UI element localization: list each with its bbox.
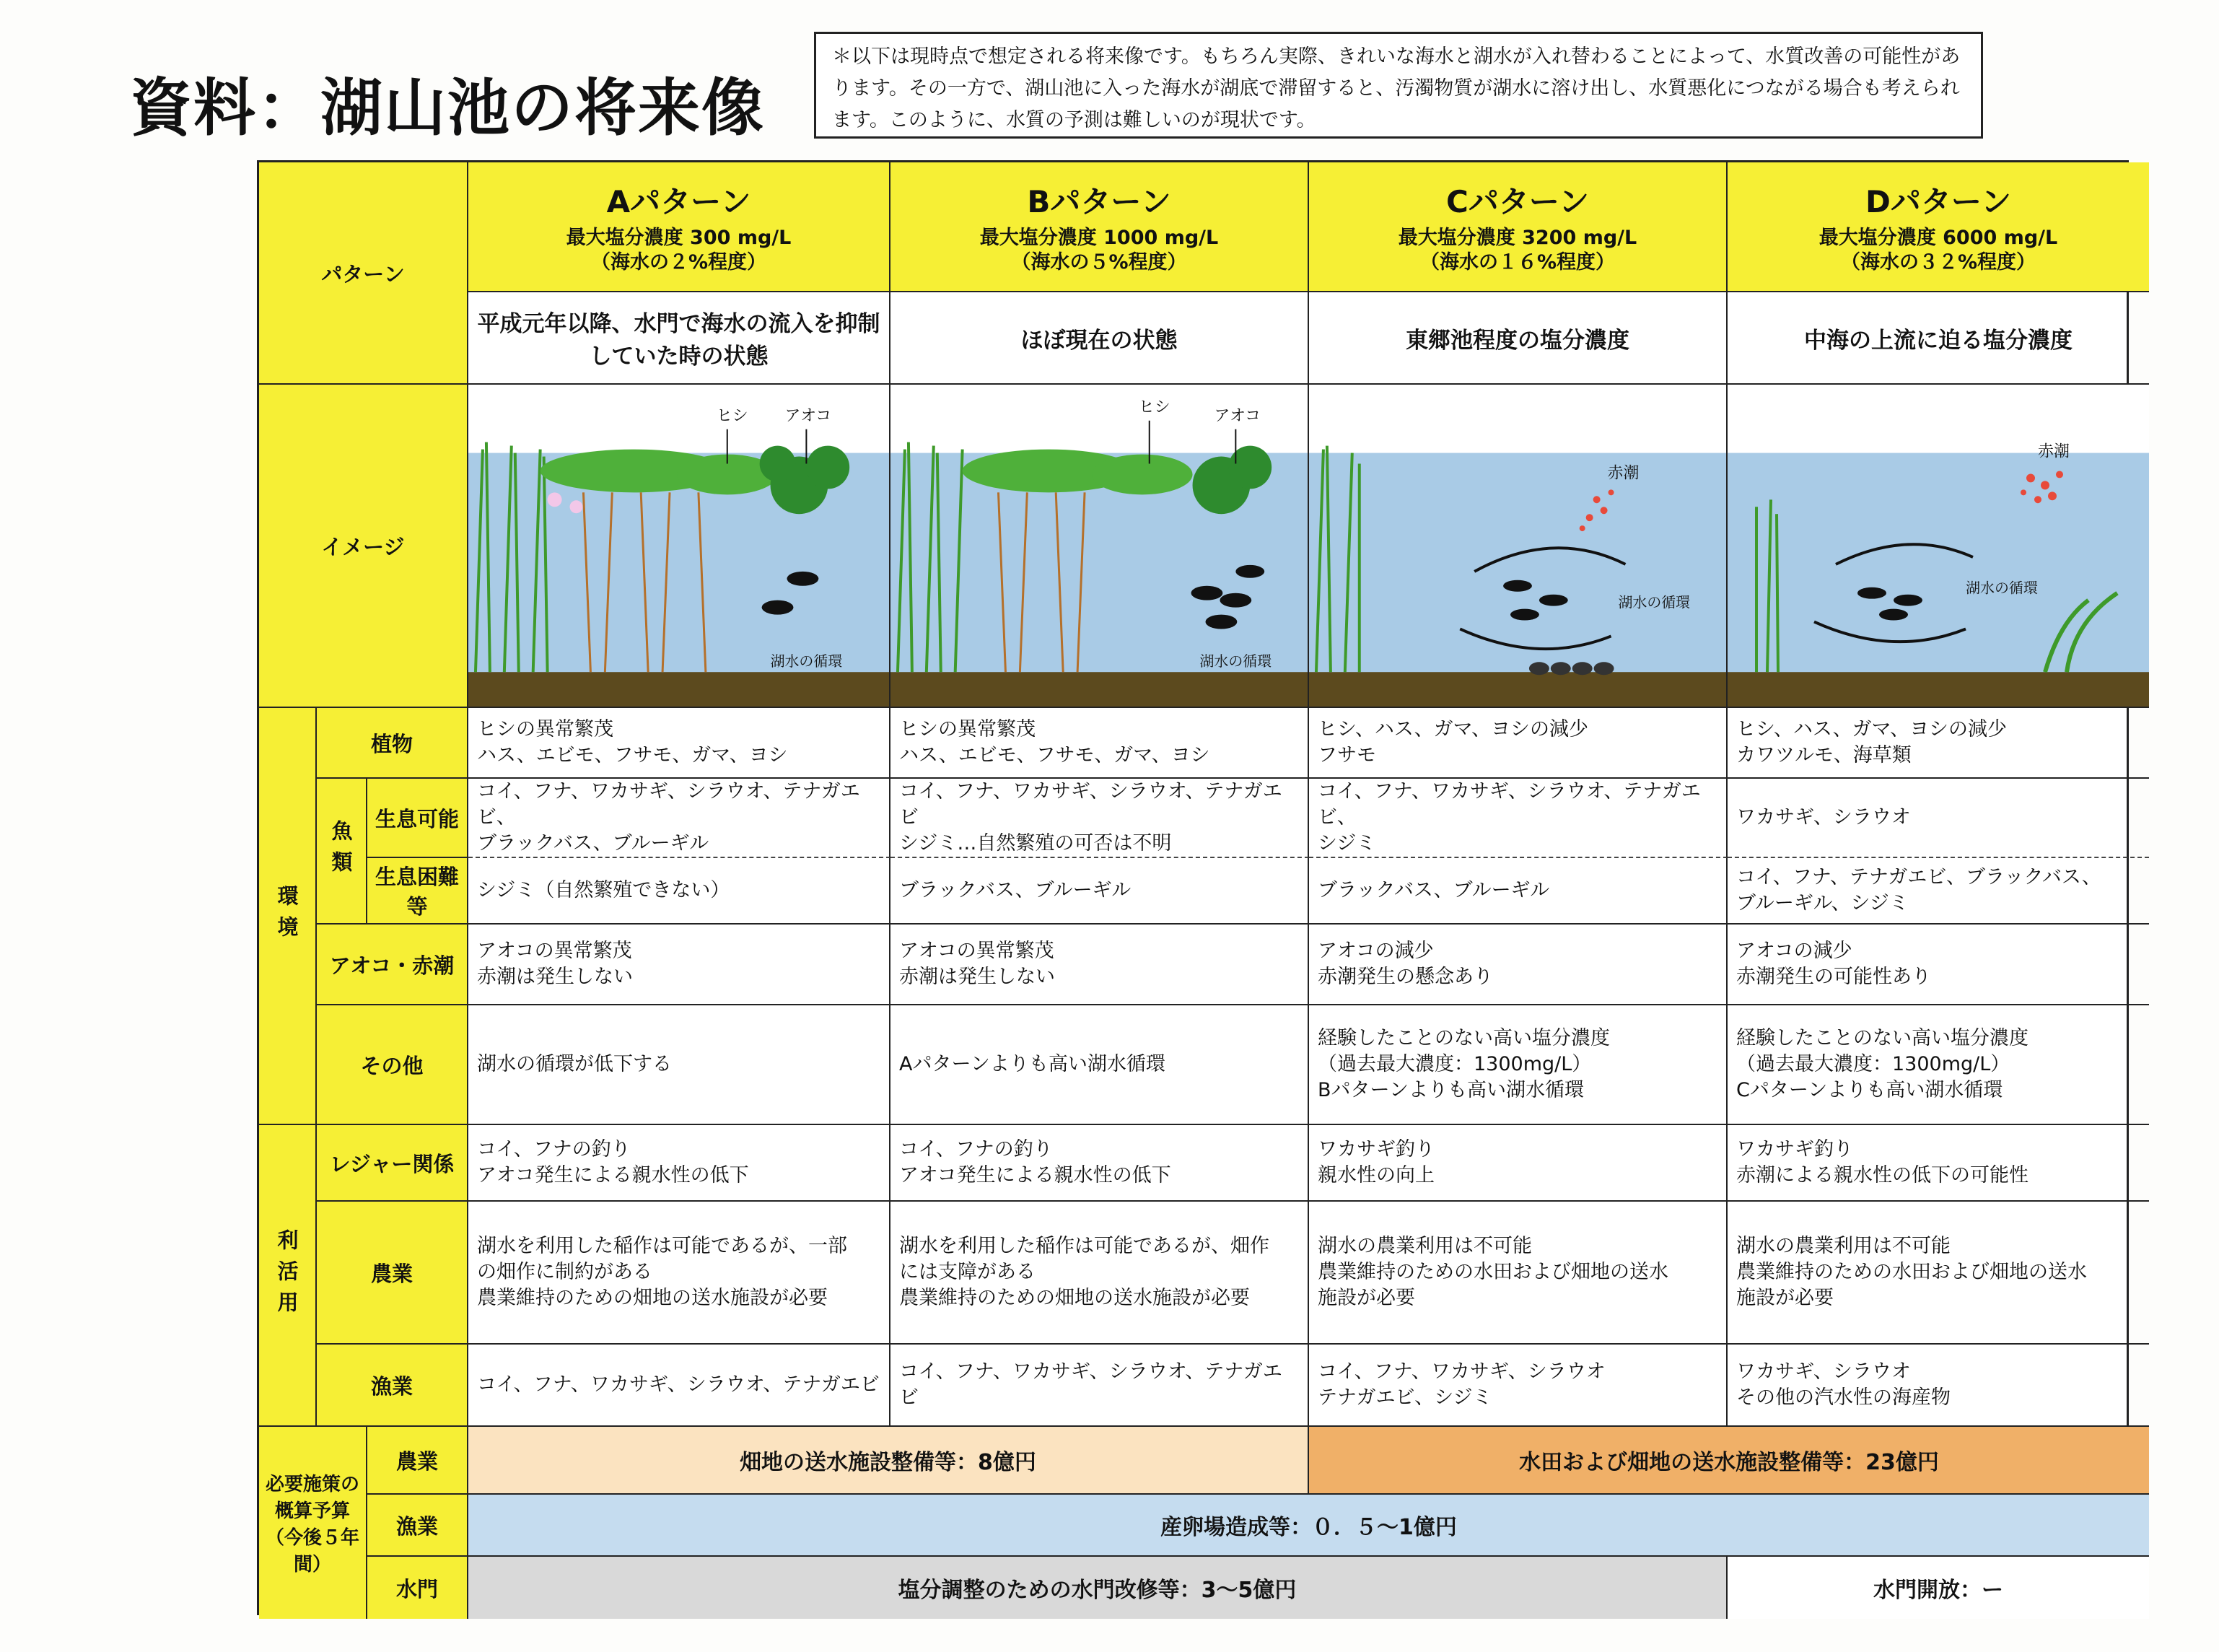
row-label-budget-gate: 水門 — [367, 1557, 468, 1619]
cell-line: シジミ…自然繁殖の可否は不明 — [899, 832, 1172, 855]
leisure-cell-d — [1728, 1125, 2149, 1202]
cell-line: ワカサギ釣り — [1736, 1138, 1853, 1161]
lake-illustration-c — [1309, 385, 1728, 708]
leisure-cell-a — [468, 1125, 890, 1202]
aoko-cell-b — [890, 925, 1309, 1005]
other-cell-c — [1309, 1005, 1728, 1125]
row-label-image: イメージ — [259, 385, 468, 708]
cell-line: ヒシ、ハス、ガマ、ヨシの減少 — [1318, 718, 1589, 740]
row-label-aoko: アオコ・赤潮 — [317, 925, 468, 1005]
cell-line: 赤潮は発生しない — [477, 966, 633, 988]
row-label-fish: 魚類 — [317, 779, 367, 925]
aoko-label: アオコ — [1214, 406, 1261, 425]
cell-line: 湖水の農業利用は不可能 — [1736, 1235, 1951, 1257]
budget-agri-ab: 畑地の送水施設整備等：8億円 — [468, 1427, 1309, 1495]
akashio-label: 赤潮 — [1607, 464, 1640, 483]
difficult-cell-c — [1309, 858, 1728, 925]
pattern-conc: 最大塩分濃度 1000 mg/L — [979, 227, 1219, 249]
circulation-label: 湖水の循環 — [1618, 594, 1691, 611]
cell-line: 農業維持のための畑地の送水施設が必要 — [899, 1287, 1250, 1309]
lake-illustration-b — [890, 385, 1309, 708]
cell-line: ブルーギル、シジミ — [1736, 892, 1909, 914]
cell-line: コイ、フナ、ワカサギ、シラウオ、テナガエビ — [477, 1373, 880, 1396]
pattern-ratio: （海水の５%程度） — [1011, 251, 1187, 274]
cell-line: コイ、フナ、ワカサギ、シラウオ — [1318, 1360, 1606, 1383]
cell-line: の畑作に制約がある — [477, 1261, 652, 1283]
cell-line: コイ、フナ、ワカサギ、シラウオ、テナガエビ — [899, 1360, 1282, 1409]
leisure-cell-b — [890, 1125, 1309, 1202]
habitable-cell-c — [1309, 779, 1728, 858]
hishi-label: ヒシ — [1138, 398, 1170, 416]
pattern-name: Cパターン — [1446, 184, 1589, 219]
cell-line: 経験したことのない高い塩分濃度 — [1736, 1027, 2028, 1049]
row-label-use: 利活用 — [259, 1125, 317, 1427]
habitable-cell-a — [468, 779, 890, 858]
cell-line: コイ、フナ、ワカサギ、シラウオ、テナガエビ、 — [477, 780, 860, 829]
circulation-label: 湖水の循環 — [1199, 653, 1272, 670]
row-label-leisure: レジャー関係 — [317, 1125, 468, 1202]
cell-line: 湖水の農業利用は不可能 — [1318, 1235, 1532, 1257]
cell-line: ハス、エビモ、フサモ、ガマ、ヨシ — [477, 744, 788, 766]
other-cell-a — [468, 1005, 890, 1125]
pattern-header-b — [890, 162, 1309, 292]
cell-line: 赤潮による親水性の低下の可能性 — [1736, 1164, 2028, 1186]
pattern-ratio: （海水の２%程度） — [590, 251, 767, 274]
cell-line: カワツルモ、海草類 — [1736, 744, 1912, 766]
plant-cell-a — [468, 708, 890, 779]
cell-line: ワカサギ、シラウオ — [1736, 806, 1911, 829]
comparison-table — [257, 160, 2129, 1615]
cell-line: ワカサギ、シラウオ — [1736, 1360, 1911, 1383]
cell-line: コイ、フナ、ワカサギ、シラウオ、テナガエビ、 — [1318, 780, 1701, 829]
cell-line: ヒシ、ハス、ガマ、ヨシの減少 — [1736, 718, 2008, 740]
pattern-name: Aパターン — [606, 184, 751, 219]
fishery-cell-c — [1309, 1345, 1728, 1427]
fishery-cell-d — [1728, 1345, 2149, 1427]
cell-line: ヒシの異常繁茂 — [477, 718, 613, 740]
pattern-ratio: （海水の１６%程度） — [1419, 251, 1616, 274]
cell-line: アオコの異常繁茂 — [899, 940, 1054, 962]
cell-line: 赤潮発生の懸念あり — [1318, 966, 1493, 988]
cell-line: （過去最大濃度：1300mg/L） — [1736, 1053, 2010, 1075]
row-label-budget: 必要施策の概算予算（今後５年間） — [259, 1427, 367, 1619]
plant-cell-d — [1728, 708, 2149, 779]
agri-cell-d — [1728, 1202, 2149, 1345]
leisure-cell-c — [1309, 1125, 1728, 1202]
difficult-cell-b — [890, 858, 1309, 925]
pattern-header-c — [1309, 162, 1728, 292]
lake-illustration-d — [1728, 385, 2149, 708]
habitable-cell-d — [1728, 779, 2149, 858]
difficult-cell-d — [1728, 858, 2149, 925]
fishery-cell-b — [890, 1345, 1309, 1427]
cell-line: コイ、フナの釣り — [899, 1138, 1053, 1161]
cell-line: アオコの減少 — [1736, 940, 1852, 962]
cell-line: アオコ発生による親水性の低下 — [477, 1164, 749, 1186]
cell-line: その他の汽水性の海産物 — [1736, 1386, 1951, 1409]
budget-agri-cd: 水田および畑地の送水施設整備等：23億円 — [1309, 1427, 2149, 1495]
page-title: 資料：湖山池の将来像 — [130, 72, 765, 144]
cell-line: 施設が必要 — [1736, 1287, 1834, 1309]
cell-line: ブラックバス、ブルーギル — [477, 832, 709, 855]
plant-cell-b — [890, 708, 1309, 779]
lake-illustration-a — [468, 385, 890, 708]
budget-gate-abc: 塩分調整のための水門改修等：3～5億円 — [468, 1557, 1728, 1619]
plant-cell-c — [1309, 708, 1728, 779]
pattern-desc-b: ほぼ現在の状態 — [890, 292, 1309, 385]
row-label-budget-agri: 農業 — [367, 1427, 468, 1495]
cell-line: コイ、フナの釣り — [477, 1138, 631, 1161]
aoko-cell-d — [1728, 925, 2149, 1005]
cell-line: には支障がある — [899, 1261, 1036, 1283]
cell-line: ブラックバス、ブルーギル — [899, 879, 1132, 901]
akashio-label: 赤潮 — [2038, 442, 2070, 461]
aoko-cell-c — [1309, 925, 1728, 1005]
agri-cell-b — [890, 1202, 1309, 1345]
cell-line: ブラックバス、ブルーギル — [1318, 879, 1550, 901]
cell-line: （過去最大濃度：1300mg/L） — [1318, 1053, 1592, 1075]
row-label-other: その他 — [317, 1005, 468, 1125]
cell-line: ヒシの異常繁茂 — [899, 718, 1036, 740]
agri-cell-a — [468, 1202, 890, 1345]
row-label-habitable: 生息可能 — [367, 779, 468, 858]
pattern-conc: 最大塩分濃度 6000 mg/L — [1818, 227, 2058, 249]
pattern-header-d — [1728, 162, 2149, 292]
pattern-header-a — [468, 162, 890, 292]
pattern-desc-c: 東郷池程度の塩分濃度 — [1309, 292, 1728, 385]
cell-line: アオコ発生による親水性の低下 — [899, 1164, 1171, 1186]
cell-line: ハス、エビモ、フサモ、ガマ、ヨシ — [899, 744, 1210, 766]
pattern-desc-d: 中海の上流に迫る塩分濃度 — [1728, 292, 2149, 385]
pattern-desc-a: 平成元年以降、水門で海水の流入を抑制していた時の状態 — [468, 292, 890, 385]
cell-line: 親水性の向上 — [1318, 1164, 1435, 1186]
cell-line: Bパターンよりも高い湖水循環 — [1318, 1079, 1584, 1101]
fishery-cell-a — [468, 1345, 890, 1427]
cell-line: シジミ（自然繁殖できない） — [477, 879, 730, 901]
other-cell-d — [1728, 1005, 2149, 1125]
cell-line: 湖水の循環が低下する — [477, 1053, 672, 1075]
pattern-conc: 最大塩分濃度 300 mg/L — [566, 227, 792, 249]
row-label-budget-fishery: 漁業 — [367, 1495, 468, 1557]
cell-line: 湖水を利用した稲作は可能であるが、一部 — [477, 1235, 847, 1257]
cell-line: フサモ — [1318, 744, 1376, 766]
cell-line: ワカサギ釣り — [1318, 1138, 1435, 1161]
row-label-environment: 環境 — [259, 708, 317, 1125]
pattern-name: Dパターン — [1865, 184, 2012, 219]
pattern-conc: 最大塩分濃度 3200 mg/L — [1398, 227, 1637, 249]
circulation-label: 湖水の循環 — [770, 653, 843, 670]
row-label-pattern: パターン — [259, 162, 468, 385]
aoko-cell-a — [468, 925, 890, 1005]
other-cell-b — [890, 1005, 1309, 1125]
habitable-cell-b — [890, 779, 1309, 858]
cell-line: Cパターンよりも高い湖水循環 — [1736, 1079, 2003, 1101]
cell-line: シジミ — [1318, 832, 1376, 855]
cell-line: アオコの減少 — [1318, 940, 1434, 962]
row-label-plant: 植物 — [317, 708, 468, 779]
row-label-fishery: 漁業 — [317, 1345, 468, 1427]
cell-line: テナガエビ、シジミ — [1318, 1386, 1492, 1409]
pattern-name: Bパターン — [1027, 184, 1171, 219]
cell-line: 赤潮発生の可能性あり — [1736, 966, 1931, 988]
cell-line: 農業維持のための畑地の送水施設が必要 — [477, 1287, 828, 1309]
cell-line: 農業維持のための水田および畑地の送水 — [1318, 1261, 1668, 1283]
cell-line: 農業維持のための水田および畑地の送水 — [1736, 1261, 2087, 1283]
cell-line: 湖水を利用した稲作は可能であるが、畑作 — [899, 1235, 1269, 1257]
cell-line: コイ、フナ、ワカサギ、シラウオ、テナガエビ — [899, 780, 1282, 829]
difficult-cell-a — [468, 858, 890, 925]
cell-line: コイ、フナ、テナガエビ、ブラックバス、 — [1736, 866, 2101, 888]
cell-line: 赤潮は発生しない — [899, 966, 1055, 988]
cell-line: 経験したことのない高い塩分濃度 — [1318, 1027, 1610, 1049]
row-label-agriculture: 農業 — [317, 1202, 468, 1345]
budget-gate-d: 水門開放：ー — [1728, 1557, 2149, 1619]
cell-line: Aパターンよりも高い湖水循環 — [899, 1053, 1165, 1075]
aoko-label: アオコ — [784, 406, 832, 425]
hishi-label: ヒシ — [716, 406, 748, 425]
cell-line: 施設が必要 — [1318, 1287, 1415, 1309]
circulation-label: 湖水の循環 — [1966, 579, 2038, 597]
pattern-ratio: （海水の３２%程度） — [1840, 251, 2036, 274]
cell-line: アオコの異常繁茂 — [477, 940, 632, 962]
budget-fishery: 産卵場造成等：０．５～1億円 — [468, 1495, 2149, 1557]
row-label-difficult: 生息困難等 — [367, 858, 468, 925]
agri-cell-c — [1309, 1202, 1728, 1345]
note-box: ＊以下は現時点で想定される将来像です。もちろん実際、きれいな海水と湖水が入れ替わることによって、水質改善の可能性があります。その一方で、湖山池に入った海水が湖底で滞留すると、汚濁物質が湖水に溶け出し、水質悪化につながる場合も考えられます。このように、水質の予測は難しいのが現状です。 — [814, 32, 1983, 139]
